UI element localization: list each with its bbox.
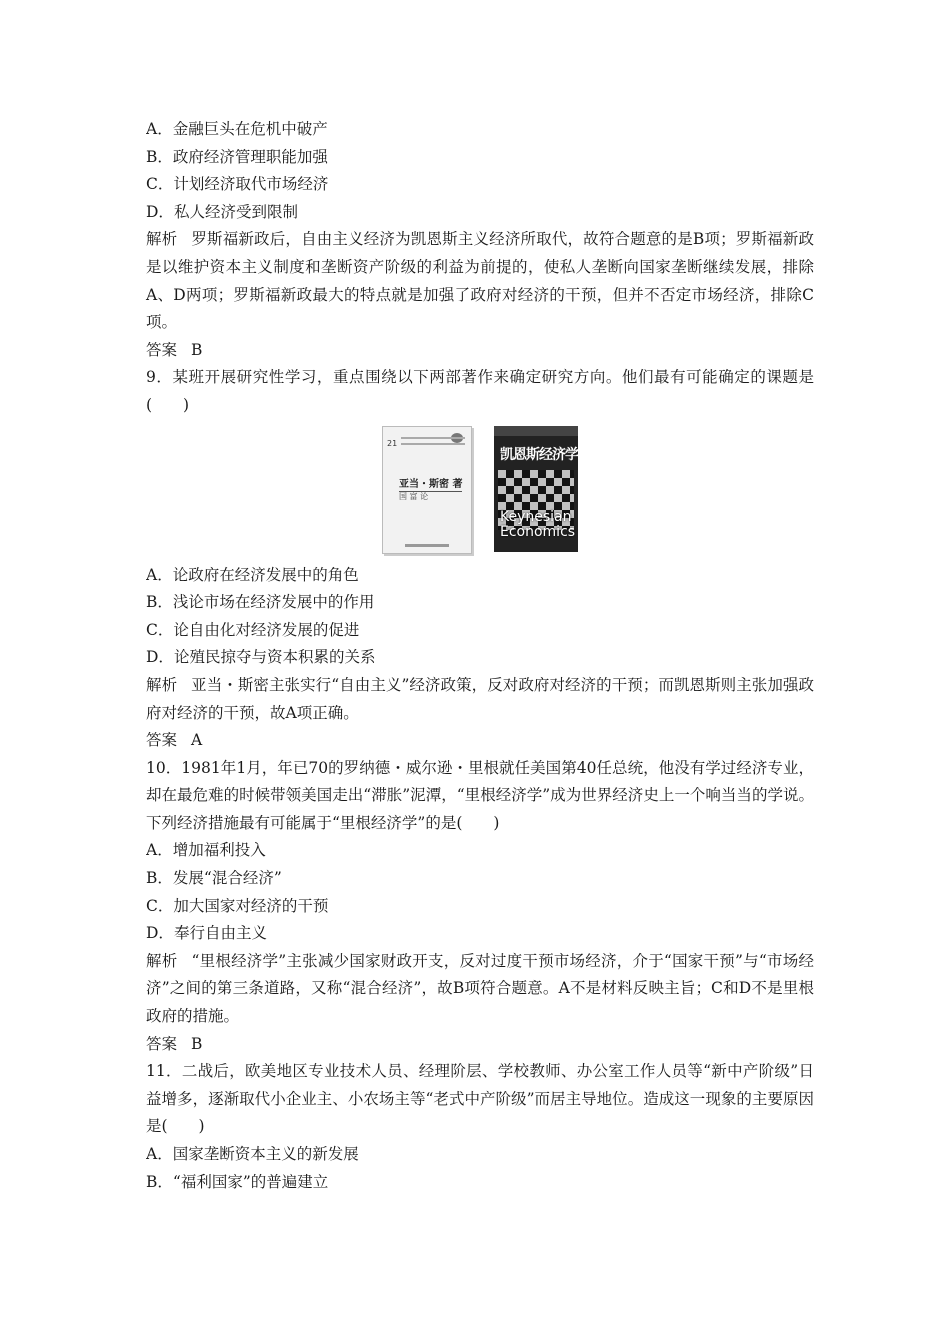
book-cover-wealth-of-nations: 21 亚当・斯密 著 国 富 论 (382, 426, 472, 554)
q8-option-b: B．政府经济管理职能加强 (146, 147, 328, 166)
q8-analysis: 解析 罗斯福新政后，自由主义经济为凯恩斯主义经济所取代，故符合题意的是B项；罗斯福新政是以维护资本主义制度和垄断资产阶级的利益为前提的，使私人垄断向国家垄断继续发展，排除A、D两项；罗斯福新政最大的特点就是加强了政府对经济的干预，但并不否定市场经济，排除C项。 (146, 230, 814, 332)
q8-option-c: C．计划经济取代市场经济 (146, 175, 329, 194)
q10-option-c: C．加大国家对经济的干预 (146, 896, 329, 915)
q11-stem: 11．二战后，欧美地区专业技术人员、经理阶层、学校教师、办公室工作人员等“新中产阶级”日益增多，逐渐取代小企业主、小农场主等“老式中产阶级”而居主导地位。造成这一现象的主要原因是( ) (146, 1062, 814, 1136)
q10-answer: 答案 B (146, 1034, 203, 1053)
q9-analysis: 解析 亚当・斯密主张实行“自由主义”经济政策，反对政府对经济的干预；而凯恩斯则主张加强政府对经济的干预，故A项正确。 (146, 675, 814, 722)
q9-book-images (146, 426, 814, 554)
q10-analysis: 解析 “里根经济学”主张减少国家财政开支，反对过度干预市场经济，介于“国家干预”与“市场经济”之间的第三条道路，又称“混合经济”，故B项符合题意。A不是材料反映主旨；C和D不是里根政府的措施。 (146, 951, 814, 1026)
q10-stem: 10．1981年1月，年已70的罗纳德・威尔逊・里根就任美国第40任总统，他没有学过经济专业，却在最危难的时候带领美国走出“滞胀”泥潭，“里根经济学”成为世界经济史上一个响当当的学说。下列经济措施最有可能属于“里根经济学”的是( ) (146, 758, 814, 832)
q9-option-c: C．论自由化对经济发展的促进 (146, 620, 360, 639)
q8-option-a: A．金融巨头在危机中破产 (146, 120, 328, 138)
q11-option-a: A．国家垄断资本主义的新发展 (146, 1145, 359, 1163)
q9-answer: 答案 A (146, 731, 203, 750)
q11-option-b: B．“福利国家”的普遍建立 (146, 1172, 329, 1191)
q8-answer: 答案 B (146, 340, 203, 359)
q9-option-a: A．论政府在经济发展中的角色 (146, 565, 359, 584)
q10-option-a: A．增加福利投入 (146, 841, 266, 860)
q9-stem: 9．某班开展研究性学习，重点围绕以下两部著作来确定研究方向。他们最有可能确定的课题是( ) (146, 368, 814, 414)
q9-option-b: B．浅论市场在经济发展中的作用 (146, 593, 375, 612)
q9-option-d: D．论殖民掠夺与资本积累的关系 (146, 648, 376, 667)
q10-option-b: B．发展“混合经济” (146, 869, 282, 888)
q8-option-d: D．私人经济受到限制 (146, 202, 298, 221)
document-body (146, 116, 814, 1196)
q10-option-d: D．奉行自由主义 (146, 924, 267, 943)
book-cover-keynesian-economics: 凯恩斯经济学 Keynesian Economics (494, 426, 578, 552)
